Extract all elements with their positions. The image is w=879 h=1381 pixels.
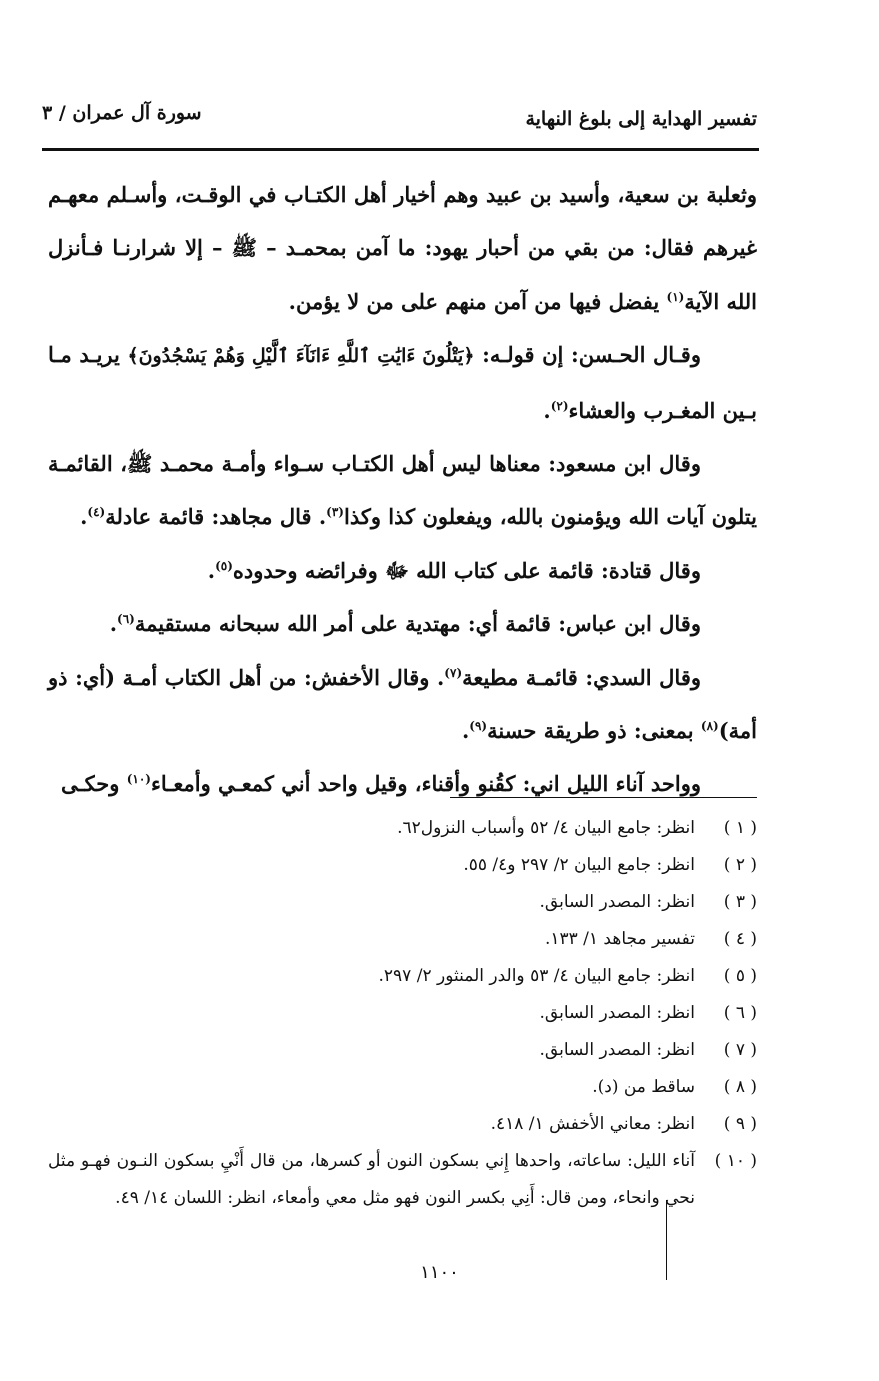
footnote-ref-7: (٧) <box>444 665 463 680</box>
footnotes <box>48 810 757 1217</box>
running-header <box>42 102 757 142</box>
footnote-ref-6: (٦) <box>117 612 135 627</box>
paragraph-3: وقال ابن مسعود: معناها ليس أهل الكتـاب سـواء وأمـة محمـد ﷺ، القائمـة يتلون آيات الله ويؤمنون بالله، ويفعلون كذا وكذا$^{(٣)}$. قال مجاهد: قائمة عادلة$^{(٤)}$. <box>48 451 757 530</box>
footnote: ( ٥ ) انظر: جامع البيان ٤/ ٥٣ والدر المنثور ٢/ ٢٩٧. <box>378 966 757 986</box>
footnote-ref-1: (١) <box>666 289 685 304</box>
footnote: ( ١ ) انظر: جامع البيان ٤/ ٥٢ وأسباب النزول٦٢. <box>397 818 757 838</box>
paragraph-5: وقال ابن عباس: قائمة أي: مهتدية على أمر الله سبحانه مستقيمة$^{(٦)}$. <box>109 611 701 637</box>
footnote-ref-9: (٩) <box>469 719 488 734</box>
paragraph-1: وثعلبة بن سعية، وأسيد بن عبيد وهم أخيار أهل الكتـاب في الوقـت، وأسـلم معهـم غيرهم فقال: من بقي من أحبار يهود: ما آمن بمحمـد – ﷺ – إلا شرارنـا فـأنزل الله الآية$^{(١)}$ يفضل فيها من آمن منهم على من لا يؤمن. <box>48 182 757 314</box>
page-number: ١١٠٠ <box>420 1262 459 1283</box>
footnote-ref-3: (٣) <box>326 505 344 520</box>
quran-quote: ﴿يَتْلُونَ ءَايَٰتِ ٱللَّهِ ءَانَآءَ ٱلَّيْلِ وَهُمْ يَسْجُدُونَ﴾ <box>127 345 475 368</box>
footnote: ( ٨ ) ساقط من (د). <box>592 1077 757 1097</box>
footnote: ( ٣ ) انظر: المصدر السابق. <box>539 892 757 912</box>
footnote-ref-10: (١٠) <box>126 772 151 787</box>
footnote: ( ٢ ) انظر: جامع البيان ٢/ ٢٩٧ و٤/ ٥٥. <box>463 855 757 875</box>
footnote-rule <box>450 797 757 798</box>
footnote-ref-4: (٤) <box>87 505 106 520</box>
footnote: ( ٤ ) تفسير مجاهد ١/ ١٣٣. <box>544 929 757 949</box>
surah-label: سورة آل عمران / ٣ <box>42 102 202 124</box>
footnote: ( ١٠ ) آناء الليل: ساعاته، واحدها إِني بسكون النون أو كسرها، من قال أَنْيِ بسكون النـون فهـو مثل نحي وانحاء، ومن قال: أَنِي بكسر النون فهو مثل معي وأمعاء، انظر: اللسان ١٤/ ٤٩. <box>48 1151 757 1208</box>
footnote-ref-2: (٢) <box>550 398 569 413</box>
footnote-ref-5: (٥) <box>215 558 233 573</box>
footnote-ref-8: (٨) <box>700 719 719 734</box>
footnote: ( ٩ ) انظر: معاني الأخفش ١/ ٤١٨. <box>490 1114 757 1134</box>
paragraph-6: وقال السدي: قائمـة مطيعة$^{(٧)}$. وقال الأخفش: من أهل الكتاب أمـة (أي: ذو أمة)$^{(٨)}$ بمعنى: ذو طريقة حسنة$^{(٩)}$. <box>48 664 757 744</box>
paragraph-2: وقـال الحـسن: إن قولـه: ﴿يَتْلُونَ ءَايَٰتِ ٱللَّهِ ءَانَآءَ ٱلَّيْلِ وَهُمْ يَسْجُدُونَ﴾ يريـد مـا بـين المغـرب والعشاء$^{(٢)}$. <box>48 342 757 423</box>
footnote: ( ٧ ) انظر: المصدر السابق. <box>539 1040 757 1060</box>
paragraph-4: وقال قتادة: قائمة على كتاب الله ﷻ وفرائضه وحدوده$^{(٥)}$. <box>207 557 701 583</box>
paragraph-7: وواحد آناء الليل اني: كقُنو وأقناء، وقيل واحد أني كمعـي وأمعـاء$^{(١٠)}$ وحكـى <box>61 771 701 797</box>
footnote: ( ٦ ) انظر: المصدر السابق. <box>539 1003 757 1023</box>
main-text <box>48 168 757 811</box>
header-rule <box>42 148 759 151</box>
book-title: تفسير الهداية إلى بلوغ النهاية <box>525 108 757 130</box>
